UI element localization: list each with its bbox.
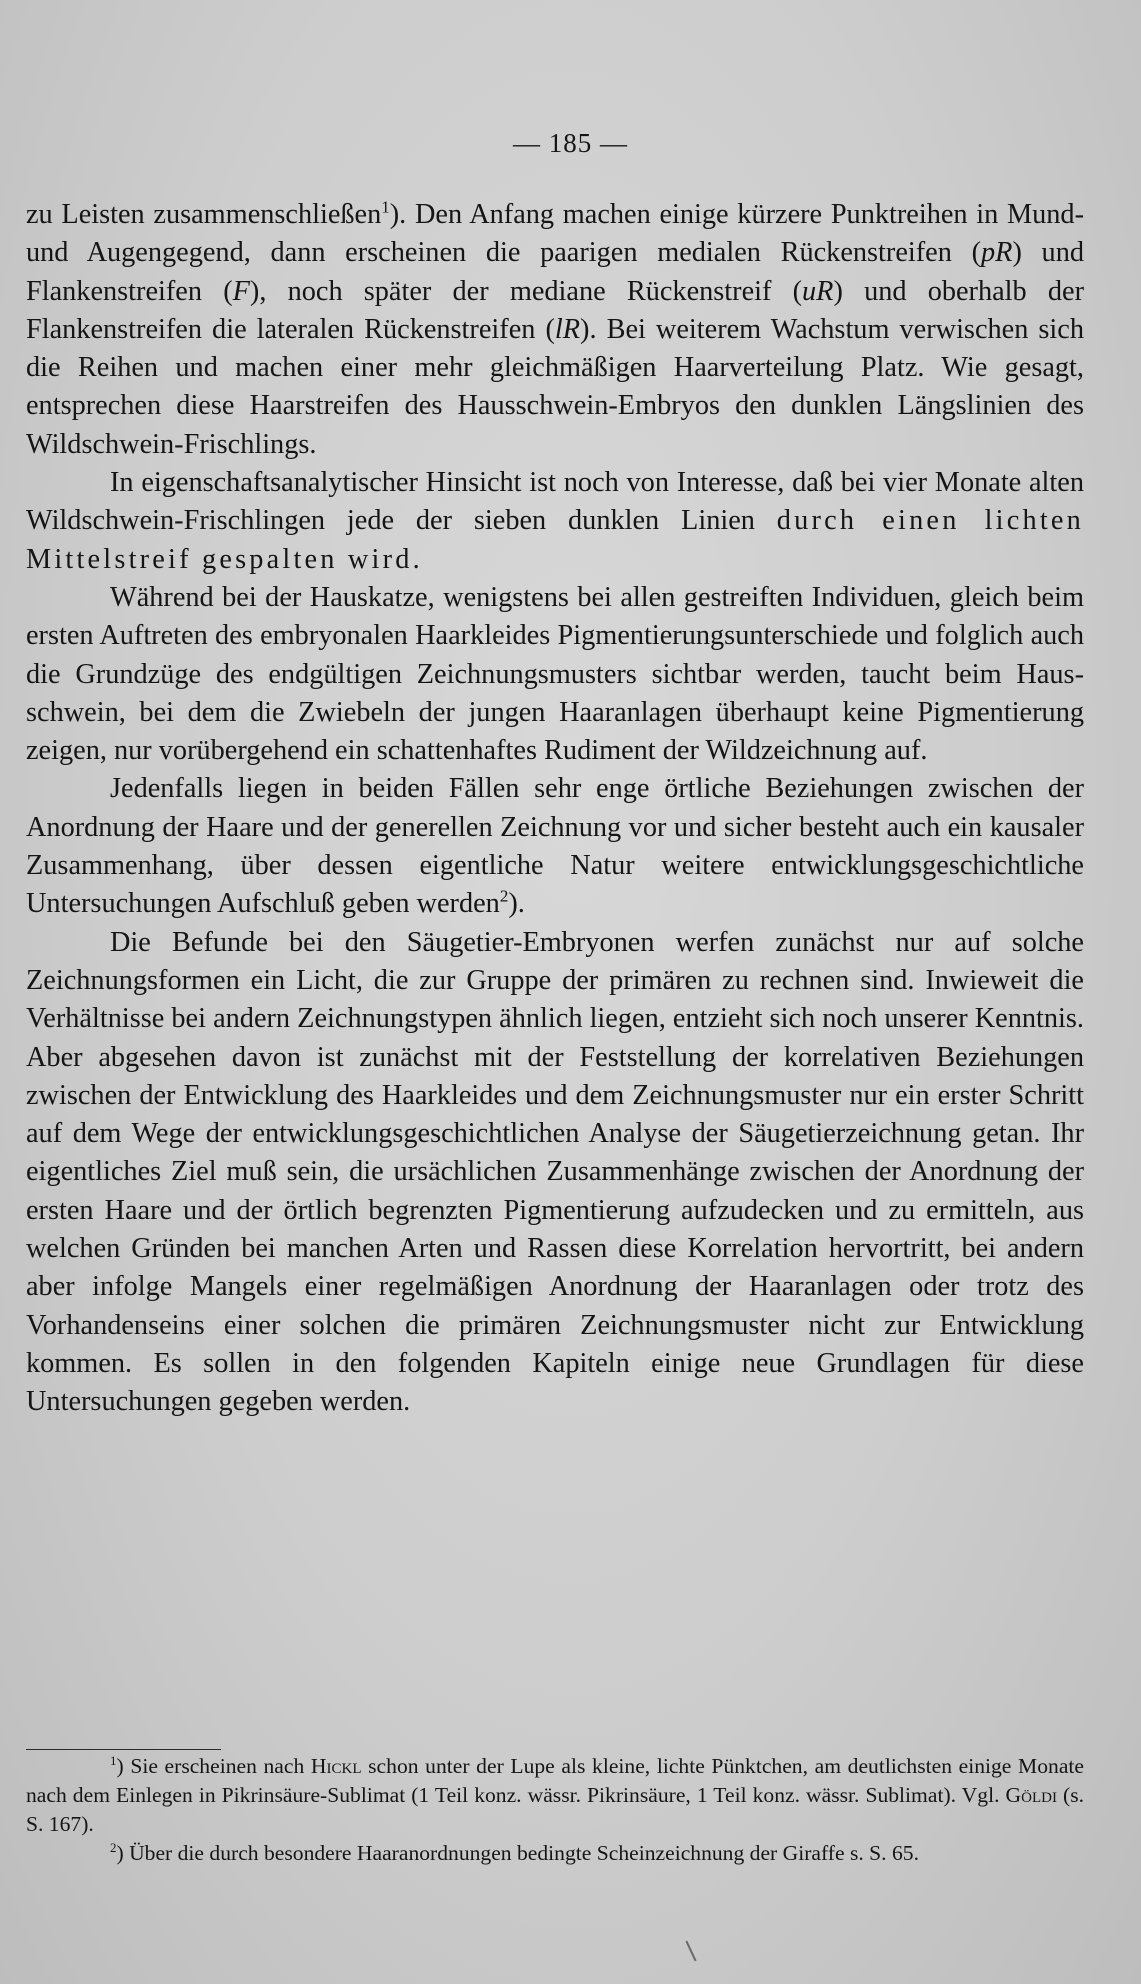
footnote-marker: 2: [110, 1839, 117, 1855]
body-text: [26, 196, 1084, 1422]
text-run: ). Den Anfang machen einige kürzere Punktreihen in Mund- und Augengegend, dann erscheinen die paarigen medialen Rückenstreifen (: [26, 199, 1084, 269]
text-run: ). Bei weiterem Wachstum verwischen sich die Reihen und machen einer mehr gleichmäßigen Haarverteilung Platz. Wie gesagt, entsprechen diese Haarstreifen des Hausschwein-Embryos den dunklen Längslinien des Wildschwein-Frischlings.: [26, 313, 1084, 460]
footnote-separator: [26, 1749, 221, 1750]
italic-abbreviation: uR: [802, 275, 834, 307]
footnote: [26, 1839, 1084, 1868]
paragraph: [26, 464, 1084, 579]
text-run: ), noch später der mediane Rückenstreif (: [249, 275, 803, 307]
text-run: zu Leisten zusammenschließen: [26, 199, 382, 230]
footnote-marker: 1: [110, 1752, 117, 1768]
italic-abbreviation: lR: [554, 313, 581, 345]
text-run: In eigenschaftsanalytischer Hinsicht ist noch von Interesse, daß bei vier Monate alten Wildschwein-Frischlingen jede der sieben dunklen Linien: [26, 467, 1084, 537]
text-run: Während bei der Hauskatze, wenigstens bei allen gestreiften Individuen, gleich beim ersten Auftreten des embryonalen Haarkleides Pigmentierungsunterschiede und folglich auch die Grundzüge des endgültigen Zeichnungsmusters sichtbar werden, taucht beim Hausschwein, bei dem die Zwiebeln der jungen Haaranlagen überhaupt keine Pigmentierung zeigen, nur vorübergehend ein schattenhaftes Rudiment der Wildzeichnung auf.: [26, 581, 1084, 767]
author-name: Göldi: [1005, 1783, 1057, 1807]
text-run: ) und Flankenstreifen (: [26, 237, 1084, 307]
text-run: Jedenfalls liegen in beiden Fällen sehr enge örtliche Beziehungen zwischen der Anordnung der Haare und der generellen Zeichnung vor und sicher besteht auch ein kausaler Zusammenhang, über dessen eigentliche Natur weitere entwicklungsgeschichtliche Untersuchungen Aufschluß geben werden: [26, 773, 1084, 920]
paragraph: [26, 196, 1084, 464]
paragraph: [26, 770, 1084, 923]
italic-abbreviation: pR: [981, 237, 1013, 269]
footnote-marker: 2: [499, 886, 509, 906]
text-run: ).: [508, 888, 525, 920]
text-run: schon unter der Lupe als kleine, lichte Pünktchen, am deutlichsten einige Monate nach dem Einlegen in Pikrinsäure-Sublimat (1 Teil konz. wässr. Pikrinsäure, 1 Teil konz. wässr. Sublimat). Vgl.: [26, 1754, 1084, 1807]
text-run: Die Befunde bei den Säugetier-Embryonen werfen zunächst nur auf solche Zeichnungsformen ein Licht, die zur Gruppe der primären zu rechnen sind. Inwieweit die Verhältnisse bei andern Zeichnungstypen ähnlich liegen, entzieht sich noch unserer Kenntnis. Aber abgesehen davon ist zunächst mit der Feststellung der korrelativen Beziehungen zwischen der Entwicklung des Haarkleides und dem Zeichnungsmuster nur ein erster Schritt auf dem Wege der entwicklungsgeschichtlichen Analyse der Säugetierzeichnung getan. Ihr eigentliches Ziel muß sein, die ursächlichen Zusammenhänge zwischen der Anordnung der ersten Haare und der örtlich begrenzten Pigmentierung aufzudecken und zu ermitteln, aus welchen Gründen bei manchen Arten und Rassen diese Korrelation hervortritt, bei andern aber infolge Mangels einer regelmäßigen Anordnung der Haaranlagen oder trotz des Vorhandenseins einer solchen die primären Zeichnungsmuster nicht zur Entwicklung kommen. Es sollen in den folgenden Kapiteln einige neue Grundlagen für diese Untersuchungen gegeben werden.: [26, 926, 1084, 1418]
author-name: Hickl: [310, 1754, 362, 1778]
paragraph: [26, 924, 1084, 1422]
text-run: (s. S. 167).: [26, 1783, 1084, 1836]
italic-abbreviation: F: [232, 275, 250, 307]
footnotes: [26, 1752, 1084, 1868]
text-run: .: [412, 543, 420, 575]
text-run: ) und oberhalb der Flankenstreifen die lateralen Rückenstreifen (: [26, 275, 1084, 345]
paragraph: [26, 579, 1084, 770]
footnote: [26, 1752, 1084, 1839]
scan-mark: [685, 1941, 696, 1962]
text-run: ) Über die durch besondere Haaranordnungen bedingte Scheinzeichnung der Giraffe s. S. 65.: [116, 1841, 919, 1865]
footnote-marker: 1: [381, 197, 390, 217]
text-run: ) Sie erscheinen nach: [116, 1754, 311, 1778]
page-number: — 185 —: [513, 128, 628, 158]
emphasized-text: durch einen lichten Mittelstreif gespalten wird: [26, 505, 1084, 575]
